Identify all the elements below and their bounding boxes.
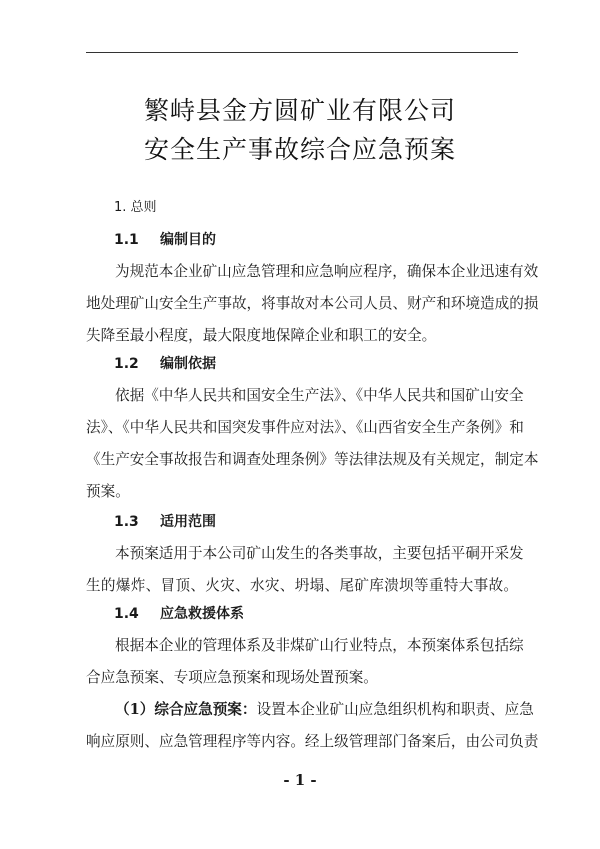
paragraph-line: 本预案适用于本公司矿山发生的各类事故，主要包括平硐开采发 — [115, 545, 524, 562]
paragraph-text: 设置本企业矿山应急组织机构和职责、应急 — [256, 701, 534, 718]
subsection-number: 1.4 — [114, 606, 139, 622]
subsection-number: 1.1 — [114, 232, 139, 248]
paragraph-line: 生的爆炸、冒顶、火灾、水灾、坍塌、尾矿库溃坝等重特大事故。 — [86, 577, 518, 594]
subsection-heading-1-3 — [114, 512, 546, 532]
paragraph-line: 为规范本企业矿山应急管理和应急响应程序，确保本企业迅速有效 — [115, 263, 539, 280]
subsection-number: 1.2 — [114, 356, 139, 372]
paragraph-line: 响应原则、应急管理程序等内容。经上级管理部门备案后，由公司负责 — [86, 733, 539, 750]
paragraph-line — [115, 700, 534, 720]
subsection-title: 应急救援体系 — [160, 606, 244, 622]
subsection-heading-1-4 — [114, 604, 546, 624]
subsection-heading-1-1 — [114, 230, 546, 250]
paragraph-line: 地处理矿山安全生产事故，将事故对本公司人员、财产和环境造成的损 — [86, 295, 539, 312]
paragraph-line: 依据《中华人民共和国安全生产法》、《中华人民共和国矿山安全 — [115, 387, 524, 404]
subsection-heading-1-2 — [114, 354, 546, 374]
subsection-number: 1.3 — [114, 514, 139, 530]
section-heading-general: 1. 总则 — [114, 200, 157, 215]
document-title-company: 繁峙县金方圆矿业有限公司 — [143, 96, 456, 125]
paragraph-line: 法》、《中华人民共和国突发事件应对法》、《山西省安全生产条例》和 — [86, 419, 524, 436]
subsection-title: 编制依据 — [160, 356, 216, 372]
paragraph-line: 根据本企业的管理体系及非煤矿山行业特点，本预案体系包括综 — [115, 637, 524, 654]
header-rule — [86, 52, 518, 53]
paragraph-line: 合应急预案、专项应急预案和现场处置预案。 — [86, 669, 378, 686]
paragraph-line: 失降至最小程度，最大限度地保障企业和职工的安全。 — [86, 327, 437, 344]
paragraph-line: 《生产安全事故报告和调查处理条例》等法律法规及有关规定，制定本 — [86, 451, 539, 468]
subsection-title: 编制目的 — [160, 232, 216, 248]
paragraph-line: 预案。 — [86, 483, 130, 500]
subsection-title: 适用范围 — [160, 514, 216, 530]
paragraph-lead: （1）综合应急预案： — [115, 701, 257, 718]
page-number: - 1 - — [283, 771, 317, 789]
document-title-plan: 安全生产事故综合应急预案 — [143, 135, 456, 164]
